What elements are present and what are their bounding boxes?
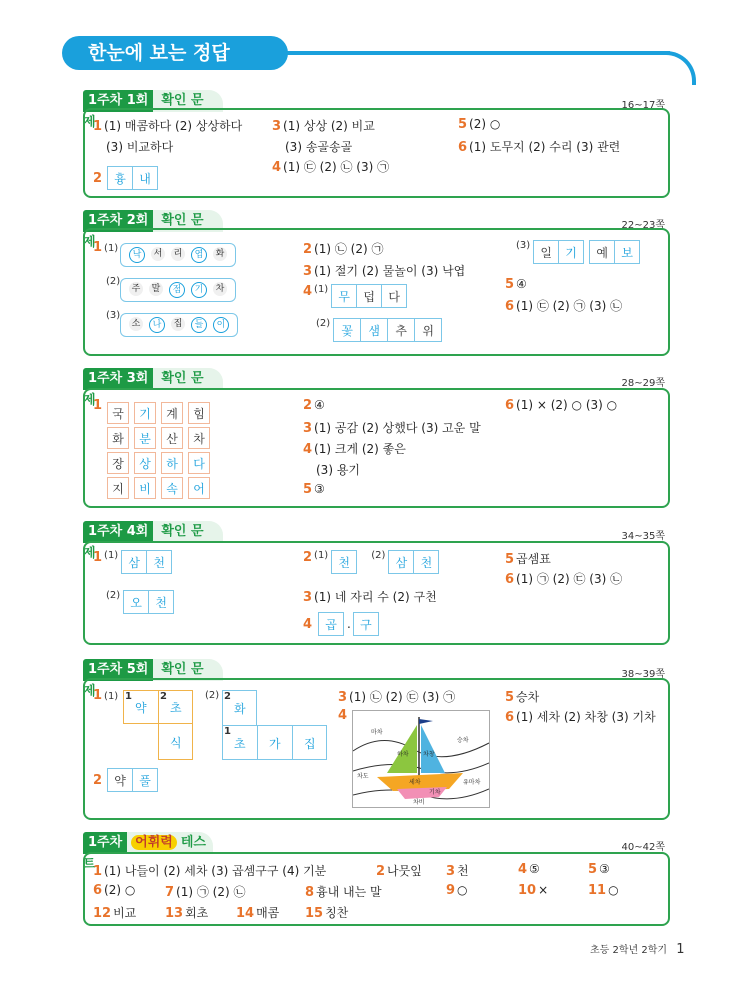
ship-label-3: 하차 [397,751,409,758]
test-q12: 12 비교 [93,906,137,921]
test-q1: 1 (1) 나들이 (2) 세차 (3) 곱셈구구 (4) 기분 [93,864,327,879]
section-tab-5: 1주차 5회 확인 문제 [83,659,223,681]
page-number: 1 [676,942,685,957]
s1-q4: 4 (1) ㉢ (2) ㉡ (3) ㉠ [272,160,390,175]
s3-q4-b: (3) 용기 [316,463,360,477]
section-pages-5: 38~39쪽 [621,669,665,680]
s2-q4-2: (2) 꽃 샘 추 위 [316,318,442,342]
s4-q4: 4 곱 . 구 [303,612,379,636]
banner-curve [664,51,696,85]
test-q7: 7 (1) ㉠ (2) ㉡ [165,885,246,900]
section-tab-2: 1주차 2회 확인 문제 [83,210,223,232]
test-q3: 3 천 [446,864,469,879]
footer: 초등 2학년 2학기 1 [590,942,685,957]
s2-q5: 5 ④ [505,277,527,292]
s2-q1: 1 (1) [93,240,119,255]
s4-q1-2: (2) 오 천 [106,590,174,614]
s3-q1: 1 [93,398,103,413]
test-q14: 14 매콤 [236,906,280,921]
s2-q4: 4 (1) 무 덥 다 [303,284,407,308]
s2-q1-row-3: 소 나 집 들 이 [120,313,238,337]
s5-q4-ship-picture [352,710,490,808]
test-tab: 1주차 어휘력 테스트 [83,832,213,854]
section-tab-4: 1주차 4회 확인 문제 [83,521,223,543]
s3-q6: 6 (1) × (2) ○ (3) ○ [505,398,618,413]
section-pages-1: 16~17쪽 [621,100,665,111]
ship-label-2: 승차 [457,737,469,744]
page-banner: 한눈에 보는 정답 [62,36,288,70]
s5-q2: 2 약 풀 [93,768,158,792]
test-q8: 8 흉내 내는 말 [305,885,382,900]
s3-q3: 3 (1) 공감 (2) 상했다 (3) 고운 말 [303,421,481,436]
section-tab-3: 1주차 3회 확인 문제 [83,368,223,390]
s5-q1-2: 2 1 화 초 가 집 [222,690,327,760]
test-q4: 4 ⑤ [518,862,540,877]
s4-q3: 3 (1) 네 자리 수 (2) 구천 [303,590,437,605]
test-q10: 10 × [518,883,549,898]
ship-label-7: 유마차 [463,779,481,786]
section-pages-2: 22~23쪽 [621,220,665,231]
test-q5: 5 ③ [588,862,610,877]
ship-label-9: 차비 [413,799,425,806]
s3-q1-grid: 국 기 계 힘 화 분 산 차 장 상 하 다 지 비 속 어 [108,402,213,499]
test-pages: 40~42쪽 [621,842,665,853]
s2-q2: 2 (1) ㉡ (2) ㉠ [303,242,384,257]
s4-q5: 5 곱셈표 [505,552,551,567]
s5-q6: 6 (1) 세차 (2) 차창 (3) 기차 [505,710,656,725]
section-tab-1: 1주차 1회 확인 문제 [83,90,223,112]
s2-q1-label-3: (3) [106,310,121,321]
test-q9: 9 ○ [446,883,468,898]
s5-q3: 3 (1) ㉡ (2) ㉢ (3) ㉠ [338,690,456,705]
s2-q3b: (3) 일 기 예 보 [516,240,640,264]
s1-q3-b: (3) 송골송골 [285,140,353,154]
s4-q6: 6 (1) ㉠ (2) ㉢ (3) ㉡ [505,572,623,587]
s3-q2: 2 ④ [303,398,325,413]
s2-q1-label-2: (2) [106,276,121,287]
s5-q1-label-2: (2) [205,690,220,701]
s1-q1-b: (3) 비교하다 [106,140,174,154]
test-q13: 13 회초 [165,906,209,921]
ship-label-6: 세차 [409,779,421,786]
s1-q6: 6 (1) 도무지 (2) 수리 (3) 관련 [458,140,621,155]
section-pages-3: 28~29쪽 [621,378,665,389]
s1-q3: 3 (1) 상상 (2) 비교 [272,119,375,134]
s1-q5: 5 (2) ○ [458,117,501,132]
s2-q1-row-2: 주 말 점 기 차 [120,278,236,302]
ship-label-8: 기차 [429,789,441,796]
s3-q4: 4 (1) 크게 (2) 좋은 [303,442,406,457]
s1-q2: 2 흉 내 [93,166,158,190]
s5-q4: 4 [338,708,348,723]
ship-label-1: 마차 [371,729,383,736]
s2-q1-row-1: 낙 서 리 엽 화 [120,243,236,267]
ship-label-5: 차도 [357,773,369,780]
test-q11: 11 ○ [588,883,619,898]
s3-q5: 5 ③ [303,482,325,497]
test-q6: 6 (2) ○ [93,883,136,898]
s1-q1: 1 (1) 매콤하다 (2) 상상하다 [93,119,243,134]
s4-q1: 1 (1) 삼 천 [93,550,172,574]
s5-q1: 1 (1) [93,688,119,703]
test-q2: 2 나뭇잎 [376,864,422,879]
test-q15: 15 칭찬 [305,906,349,921]
s5-q1-1: 1 2 약 초 식 [123,690,193,760]
s2-q3: 3 (1) 절기 (2) 물놀이 (3) 낙엽 [303,264,466,279]
s2-q6: 6 (1) ㉢ (2) ㉠ (3) ㉡ [505,299,623,314]
s5-q5: 5 승차 [505,690,540,705]
ship-label-4: 차창 [423,751,435,758]
s4-q2: 2 (1) 천 (2) 삼 천 [303,550,439,574]
section-pages-4: 34~35쪽 [621,531,665,542]
